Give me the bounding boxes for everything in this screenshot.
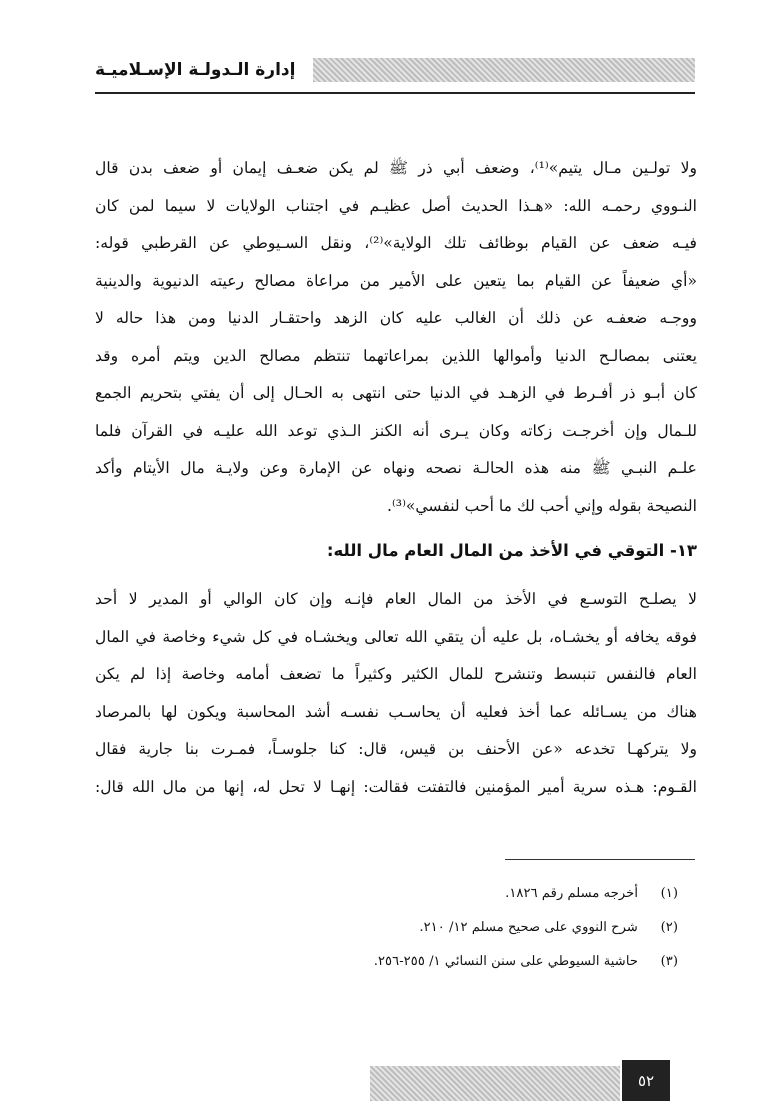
paragraph-line: فوقه يخافه أو يخشـاه، بل عليه أن يتقي الله تعالى ويخشـاه في كل شيء وخاصة في المال (95, 627, 697, 646)
footnote-number: (٣) (660, 954, 678, 969)
running-header-title: إدارة الـدولـة الإسـلاميـة (95, 60, 296, 80)
paragraph-line: «أي ضعيفاً عن القيام بما يتعين على الأمير من مراعاة مصالح رعيته الدنيوية والدينية (95, 271, 697, 290)
header-decorative-band (313, 58, 695, 82)
paragraph-line: للـمال وإن أخرجـت زكاته وكان يـرى أنه الكنز الـذي توعد الله عليـه في القرآن فلما (95, 421, 697, 440)
main-text (95, 150, 697, 806)
paragraph-1 (95, 150, 697, 525)
paragraph-line: العام فالنفس تنبسط وتنشرح للمال الكثير وكثيراً ما تضعف أمامه وخاصة إذا لم يكن (95, 665, 697, 683)
paragraph-line: ولا تولـين مـال يتيم»⁽¹⁾، وضعف أبي ذر ﷺ لم يكن ضعـف إيمان أو ضعف بدن قال (95, 159, 698, 177)
paragraph-line: يعتنى بمصالـح الدنيا وأموالها اللذين بمراعاتهما تنتظم مصالح الدين ويتم أمره وقد (95, 346, 697, 365)
footnotes (200, 877, 678, 979)
footnote-number: (١) (660, 886, 678, 901)
paragraph-line: لا يصلـح التوسـع في الأخذ من المال العام فإنـه وإن كان الوالي أو المدير لا أحد (95, 590, 697, 608)
footnote-number: (٢) (660, 920, 678, 935)
page-number (622, 1060, 670, 1101)
paragraph-line: ووجـه ضعفـه عن ذلك أن الغالب عليه كان الزهد واحتقـار الدنيا ومن هذا حاله لا (95, 309, 697, 327)
paragraph-line: القـوم: هـذه سرية أمير المؤمنين فالتفتت فقالت: إنهـا لا تحل له، إنها من مال الله قال: (95, 777, 697, 796)
footnote-text: حاشية السيوطي على سنن النسائي ١/ ٢٥٥-٢٥٦. (373, 954, 638, 969)
paragraph-line: ولا يتركهـا تخدعه «عن الأحنف بن قيس، قال: كنا جلوسـاً، فمـرت بنا جارية فقال (95, 740, 697, 758)
paragraph-line: كان أبـو ذر أفـرط في الزهـد في الدنيا حتى انتهى به الحـال إلى أن يفتي بتحريم الجمع (95, 384, 697, 402)
paragraph-line: هناك من يسـائله عما أخذ فعليه أن يحاسـب نفسـه أشد المحاسبة ويكون لها بالمرصاد (95, 702, 697, 721)
footnote-text: شرح النووي على صحيح مسلم ١٢/ ٢١٠. (419, 920, 638, 935)
running-header (95, 52, 695, 94)
footnote-separator (505, 859, 695, 860)
paragraph-2 (95, 581, 697, 806)
paragraph-line: النـووي رحمـه الله: «هـذا الحديث أصل عظيـم في اجتناب الولايات لا سيما لمن كان (95, 196, 697, 215)
footnote-item (200, 945, 678, 979)
paragraph-line: علـم النبـي ﷺ منه هذه الحالـة نصحه ونهاه عن الإمارة وعن ولايـة مال الأيتام وأكد (95, 459, 697, 477)
footnote-text: أخرجه مسلم رقم ١٨٢٦. (505, 886, 638, 901)
footer-decorative-band (370, 1066, 620, 1101)
footnote-item (200, 911, 678, 945)
section-heading: ١٣- التوقي في الأخذ من المال العام مال الله: (326, 541, 697, 560)
footnote-item (200, 877, 678, 911)
paragraph-line: فيـه ضعف عن القيام بوظائف تلك الولاية»⁽²⁾، ونقل السـيوطي عن القرطبي قوله: (95, 234, 697, 252)
page-number-text: ٥٢ (637, 1071, 655, 1090)
paragraph-line: النصيحة بقوله وإني أحب لك ما أحب لنفسي»⁽³⁾. (387, 496, 697, 515)
